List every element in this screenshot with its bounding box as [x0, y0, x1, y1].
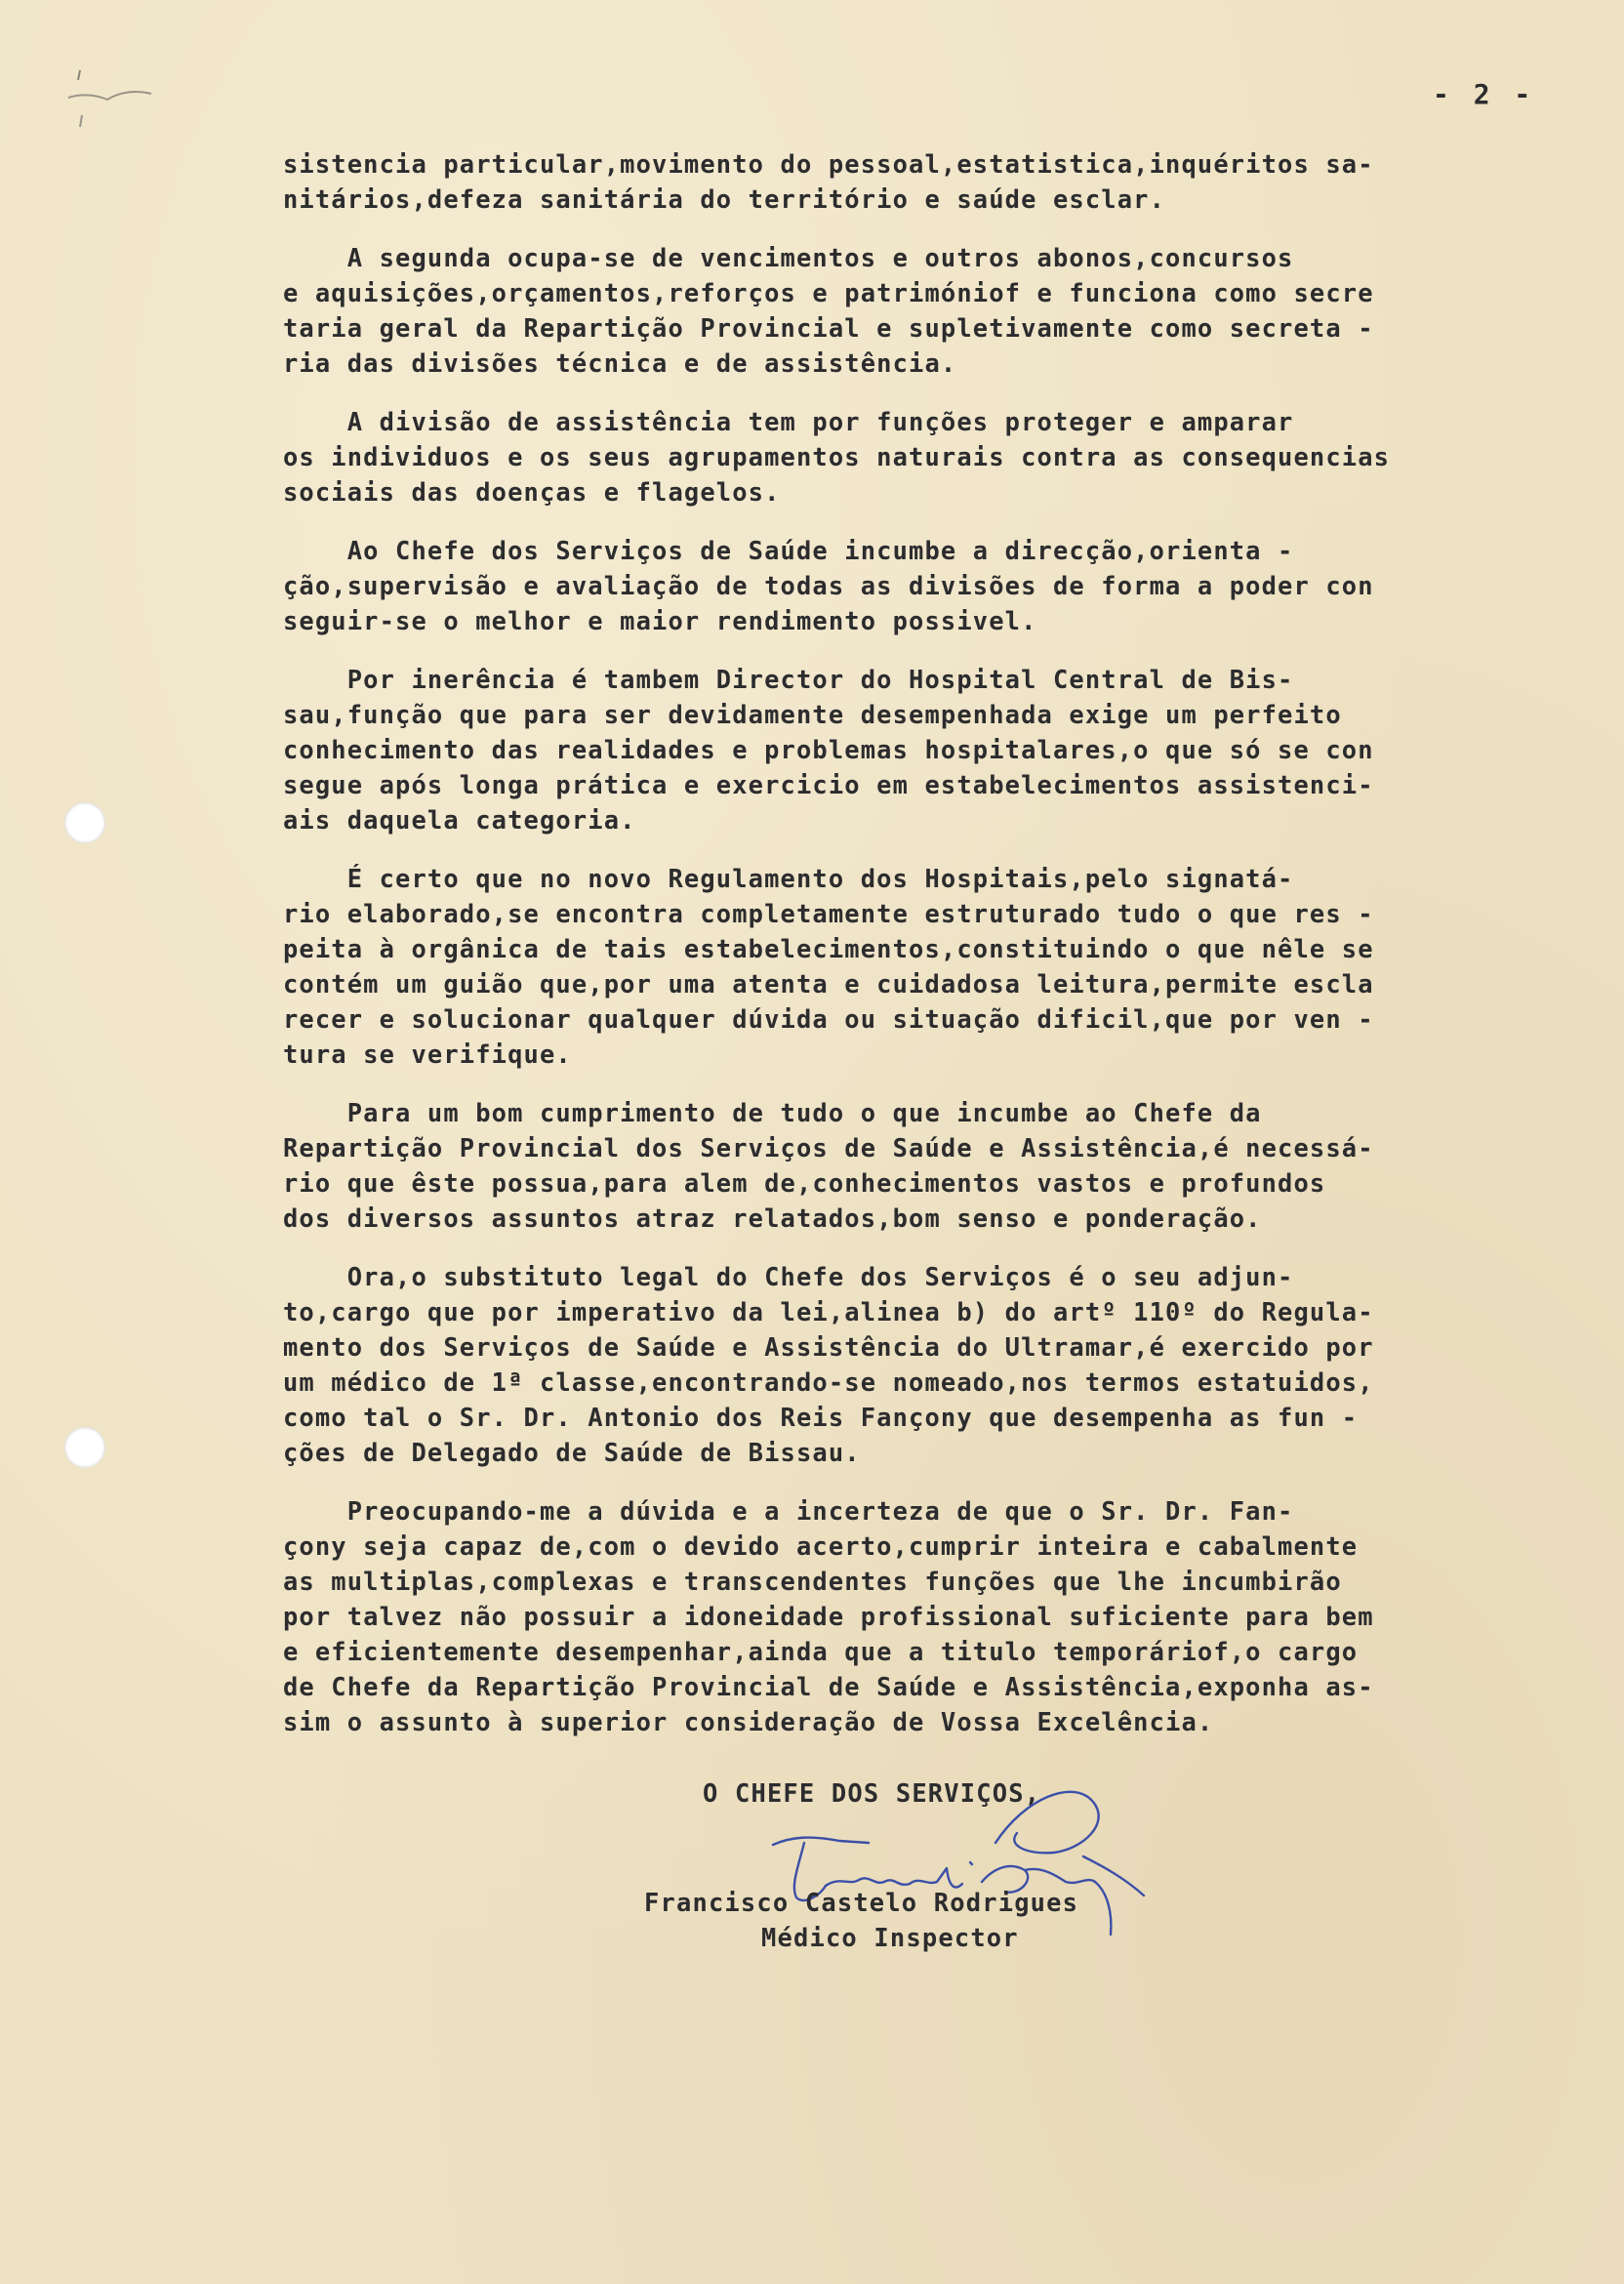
paragraph [283, 861, 1610, 1072]
text-line: sim o assunto à superior consideração de Vossa Excelência. [283, 1707, 1214, 1736]
corner-pencil-mark [59, 59, 166, 137]
text-line: ais daquela categoria. [283, 805, 636, 835]
text-line: e eficientemente desempenhar,ainda que a titulo temporáriof,o cargo [283, 1637, 1359, 1666]
signatory-role: Médico Inspector [761, 1923, 1019, 1952]
text-line: um médico de 1ª classe,encontrando-se nomeado,nos termos estatuidos, [283, 1367, 1374, 1397]
text-line: ção,supervisão e avaliação de todas as divisões de forma a poder con [283, 571, 1374, 600]
text-line: tura se verifique. [283, 1040, 572, 1069]
text-line: çony seja capaz de,com o devido acerto,cumprir inteira e cabalmente [283, 1531, 1359, 1561]
text-line: nitários,defeza sanitária do território e saúde esclar. [283, 184, 1166, 214]
text-line: dos diversos assuntos atraz relatados,bom senso e ponderação. [283, 1203, 1262, 1233]
text-line: segue após longa prática e exercicio em estabelecimentos assistenci- [283, 770, 1374, 799]
paragraph [283, 1493, 1610, 1739]
text-line: É certo que no novo Regulamento dos Hospitais,pelo signatá- [283, 864, 1294, 893]
text-line: peita à orgânica de tais estabelecimentos,constituindo o que nêle se [283, 934, 1374, 963]
paragraph [283, 533, 1610, 638]
letter-body [283, 146, 1610, 1763]
text-line: como tal o Sr. Dr. Antonio dos Reis Fançony que desempenha as fun - [283, 1403, 1359, 1432]
text-line: sau,função que para ser devidamente desempenhada exige um perfeito [283, 700, 1342, 729]
text-line: contém um guião que,por uma atenta e cuidadosa leitura,permite escla [283, 969, 1374, 999]
text-line: e aquisições,orçamentos,reforços e patrimóniof e funciona como secre [283, 278, 1374, 307]
text-line: conhecimento das realidades e problemas hospitalares,o que só se con [283, 735, 1374, 764]
text-line: ria das divisões técnica e de assistência. [283, 348, 957, 378]
text-line: Para um bom cumprimento de tudo o que incumbe ao Chefe da [283, 1098, 1262, 1127]
text-line: seguir-se o melhor e maior rendimento possivel. [283, 606, 1037, 635]
paragraph [283, 662, 1610, 837]
signatory-name: Francisco Castelo Rodrigues [644, 1888, 1079, 1917]
paragraph [283, 240, 1610, 381]
punch-hole-top [64, 802, 105, 843]
text-line: recer e solucionar qualquer dúvida ou situação dificil,que por ven - [283, 1004, 1374, 1034]
paragraph [283, 146, 1610, 217]
text-line: Preocupando-me a dúvida e a incerteza de que o Sr. Dr. Fan- [283, 1496, 1294, 1526]
text-line: sistencia particular,movimento do pessoal,estatistica,inquéritos sa- [283, 149, 1374, 179]
text-line: Ora,o substituto legal do Chefe dos Serviços é o seu adjun- [283, 1262, 1294, 1291]
paragraph [283, 1259, 1610, 1470]
text-line: Por inerência é tambem Director do Hospital Central de Bis- [283, 665, 1294, 694]
text-line: de Chefe da Repartição Provincial de Saúde e Assistência,exponha as- [283, 1672, 1374, 1701]
paragraph [283, 404, 1610, 510]
paragraph [283, 1095, 1610, 1236]
page-number: - 2 - [1433, 78, 1535, 110]
text-line: mento dos Serviços de Saúde e Assistência do Ultramar,é exercido por [283, 1332, 1374, 1362]
text-line: os individuos e os seus agrupamentos naturais contra as consequencias [283, 442, 1391, 471]
text-line: as multiplas,complexas e transcendentes funções que lhe incumbirão [283, 1567, 1342, 1596]
signature-title: O CHEFE DOS SERVIÇOS, [703, 1778, 1041, 1808]
signature-block [644, 1778, 1327, 1974]
text-line: rio que êste possua,para alem de,conhecimentos vastos e profundos [283, 1168, 1326, 1198]
text-line: sociais das doenças e flagelos. [283, 477, 781, 507]
text-line: Repartição Provincial dos Serviços de Saúde e Assistência,é necessá- [283, 1133, 1374, 1162]
text-line: ções de Delegado de Saúde de Bissau. [283, 1438, 861, 1467]
text-line: taria geral da Repartição Provincial e supletivamente como secreta - [283, 313, 1374, 343]
text-line: por talvez não possuir a idoneidade profissional suficiente para bem [283, 1602, 1374, 1631]
punch-hole-bottom [64, 1427, 105, 1468]
text-line: A segunda ocupa-se de vencimentos e outros abonos,concursos [283, 243, 1294, 272]
text-line: rio elaborado,se encontra completamente estruturado tudo o que res - [283, 899, 1374, 928]
text-line: to,cargo que por imperativo da lei,alinea b) do artº 110º do Regula- [283, 1297, 1374, 1326]
text-line: Ao Chefe dos Serviços de Saúde incumbe a direcção,orienta - [283, 536, 1294, 565]
text-line: A divisão de assistência tem por funções proteger e amparar [283, 407, 1294, 436]
